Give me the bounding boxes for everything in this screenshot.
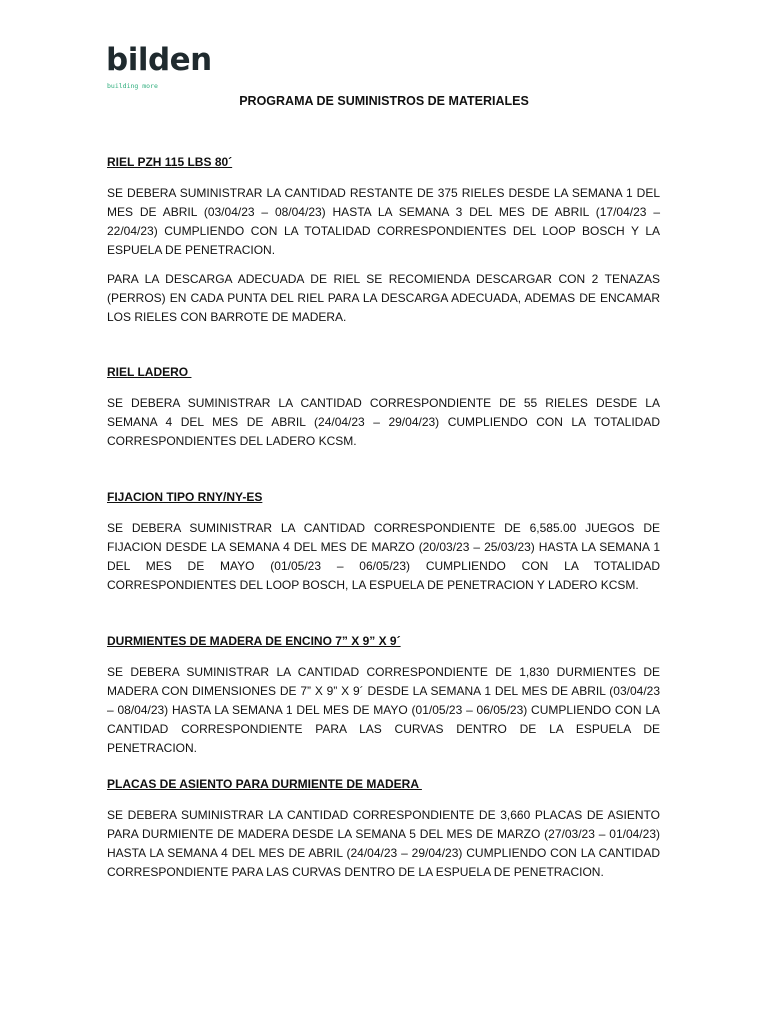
section-heading: RIEL PZH 115 LBS 80´ — [107, 155, 233, 169]
bilden-logo — [106, 42, 216, 92]
document-title: PROGRAMA DE SUMINISTROS DE MATERIALES — [239, 94, 529, 108]
section-heading: PLACAS DE ASIENTO PARA DURMIENTE DE MADERA — [107, 777, 422, 791]
section-riel-pzh — [107, 154, 660, 337]
section-paragraph: SE DEBERA SUMINISTRAR LA CANTIDAD CORRESPONDIENTE DE 6,585.00 JUEGOS DE FIJACION DESDE LA SEMANA 4 DEL MES DE MARZO (20/03/23 – 25/03/23) HASTA LA SEMANA 1 DEL MES DE MAYO (01/05/23 – 06/05/23) CUMPLIENDO CON LA TOTALIDAD CORRESPONDIENTES DEL LOOP BOSCH, LA ESPUELA DE PENETRACION Y LADERO KCSM. — [107, 521, 660, 592]
section-fijacion — [107, 489, 660, 605]
logo-tagline: building more — [107, 82, 158, 90]
section-paragraph: PARA LA DESCARGA ADECUADA DE RIEL SE RECOMIENDA DESCARGAR CON 2 TENAZAS (PERROS) EN CADA PUNTA DEL RIEL PARA LA DESCARGA ADECUADA, ADEMAS DE ENCAMAR LOS RIELES CON BARROTE DE MADERA. — [107, 272, 660, 324]
section-paragraph: SE DEBERA SUMINISTRAR LA CANTIDAD RESTANTE DE 375 RIELES DESDE LA SEMANA 1 DEL MES DE ABRIL (03/04/23 – 08/04/23) HASTA LA SEMANA 3 DEL MES DE ABRIL (17/04/23 – 22/04/23) CUMPLIENDO CON LA TOTALIDAD CORRESPONDIENTES DEL LOOP BOSCH Y LA ESPUELA DE PENETRACION. — [107, 186, 660, 257]
section-paragraph: SE DEBERA SUMINISTRAR LA CANTIDAD CORRESPONDIENTE DE 55 RIELES DESDE LA SEMANA 4 DEL MES DE ABRIL (24/04/23 – 29/04/23) CUMPLIENDO CON LA TOTALIDAD CORRESPONDIENTES DEL LADERO KCSM. — [107, 396, 660, 448]
logo-wordmark: bilden — [106, 42, 212, 78]
section-paragraph: SE DEBERA SUMINISTRAR LA CANTIDAD CORRESPONDIENTE DE 1,830 DURMIENTES DE MADERA CON DIMENSIONES DE 7” X 9” X 9´ DESDE LA SEMANA 1 DEL MES DE ABRIL (03/04/23 – 08/04/23) HASTA LA SEMANA 1 DEL MES DE MAYO (01/05/23 – 06/05/23) CUMPLIENDO CON LA CANTIDAD CORRESPONDIENTE PARA LAS CURVAS DENTRO DE LA ESPUELA DE PENETRACION. — [107, 665, 660, 755]
section-heading: RIEL LADERO — [107, 365, 192, 379]
section-heading: FIJACION TIPO RNY/NY-ES — [107, 490, 263, 504]
section-placas-asiento — [107, 776, 660, 892]
section-heading: DURMIENTES DE MADERA DE ENCINO 7” X 9” X 9´ — [107, 634, 401, 648]
section-durmientes — [107, 633, 660, 768]
section-riel-ladero — [107, 364, 660, 461]
section-paragraph: SE DEBERA SUMINISTRAR LA CANTIDAD CORRESPONDIENTE DE 3,660 PLACAS DE ASIENTO PARA DURMIENTE DE MADERA DESDE LA SEMANA 5 DEL MES DE MARZO (27/03/23 – 01/04/23) HASTA LA SEMANA 4 DEL MES DE ABRIL (24/04/23 – 29/04/23) CUMPLIENDO CON LA CANTIDAD CORRESPONDIENTE PARA LAS CURVAS DENTRO DE LA ESPUELA DE PENETRACION. — [107, 808, 660, 879]
